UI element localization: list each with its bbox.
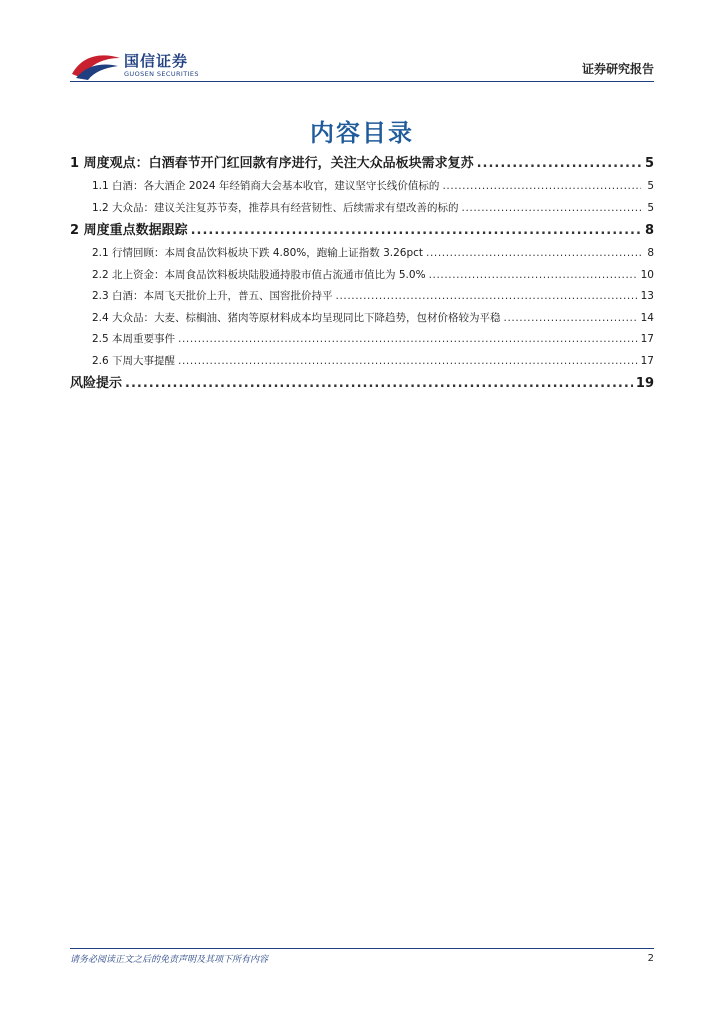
toc-leader-dots: [442, 176, 641, 198]
toc-entry-label: 2.3 白酒：本周飞天批价上升，普五、国窖批价持平: [92, 290, 333, 302]
toc-entry[interactable]: [70, 286, 654, 308]
toc-entry-page: 17: [640, 333, 654, 345]
toc-entry-label: 2.1 行情回顾：本周食品饮料板块下跌 4.80%，跑输上证指数 3.26pct: [92, 247, 424, 259]
toc-entry-label: 2.6 下周大事提醒: [92, 354, 176, 367]
toc-leader-dots: [191, 219, 641, 243]
toc-leader-dots: [125, 372, 633, 396]
toc-entry-page: 14: [640, 311, 654, 324]
toc-entry-page: 17: [640, 354, 654, 367]
toc-leader-dots: [504, 308, 638, 330]
toc-leader-dots: [178, 329, 638, 351]
toc-entry[interactable]: [70, 265, 654, 287]
toc-entry[interactable]: [70, 176, 654, 198]
toc-entry-label: 2.4 大众品：大麦、棕榈油、猪肉等原材料成本均呈现同比下降趋势，包材价格较为平稳: [92, 311, 501, 324]
toc-entry-label: 2 周度重点数据跟踪: [70, 223, 188, 238]
page-number: 2: [647, 953, 654, 964]
toc-entry[interactable]: [70, 308, 654, 330]
toc-entry-label: 2.5 本周重要事件: [92, 333, 176, 345]
page-header: [0, 0, 724, 90]
toc-entry[interactable]: [70, 372, 654, 396]
logo-chinese-name: 国信证券: [124, 52, 189, 70]
toc-entry-page: 13: [640, 290, 654, 302]
toc-entry[interactable]: [70, 219, 654, 243]
toc-entry-page: 10: [640, 268, 654, 281]
header-divider: [70, 81, 654, 82]
toc-entry-page: 5: [647, 180, 654, 192]
toc-leader-dots: [426, 243, 641, 265]
toc-entry-label: 1.2 大众品：建议关注复苏节奏，推荐具有经营韧性、后续需求有望改善的标的: [92, 201, 459, 214]
toc-leader-dots: [178, 351, 638, 373]
toc-entry[interactable]: [70, 198, 654, 220]
toc-title: 内容目录: [310, 119, 414, 147]
toc-entry[interactable]: [70, 243, 654, 265]
toc-entry-label: 1.1 白酒：各大酒企 2024 年经销商大会基本收官，建议坚守长线价值标的: [92, 180, 440, 192]
footer-divider: [70, 948, 654, 949]
footer-disclaimer: 请务必阅读正文之后的免责声明及其项下所有内容: [70, 955, 269, 965]
toc-leader-dots: [462, 198, 641, 220]
toc-entry-label: 1 周度观点：白酒春节开门红回款有序进行，关注大众品板块需求复苏: [70, 156, 474, 171]
logo-english-name: GUOSEN SECURITIES: [124, 70, 199, 78]
guosen-logo: [70, 48, 210, 82]
toc-entry-page: 8: [647, 247, 654, 259]
toc-entry[interactable]: [70, 351, 654, 373]
table-of-contents: [70, 152, 654, 396]
toc-leader-dots: [336, 286, 638, 308]
toc-entry[interactable]: [70, 152, 654, 176]
toc-entry-label: 风险提示: [70, 376, 123, 391]
guosen-logo-icon: [70, 48, 122, 82]
toc-entry-page: 19: [635, 376, 654, 391]
toc-leader-dots: [477, 152, 641, 176]
report-type-label: 证券研究报告: [581, 62, 654, 76]
toc-entry[interactable]: [70, 329, 654, 351]
toc-entry-page: 8: [644, 223, 654, 238]
toc-entry-page: 5: [644, 156, 654, 171]
toc-entry-page: 5: [647, 201, 654, 214]
toc-leader-dots: [429, 265, 638, 287]
toc-entry-label: 2.2 北上资金：本周食品饮料板块陆股通持股市值占流通市值比为 5.0%: [92, 268, 426, 281]
